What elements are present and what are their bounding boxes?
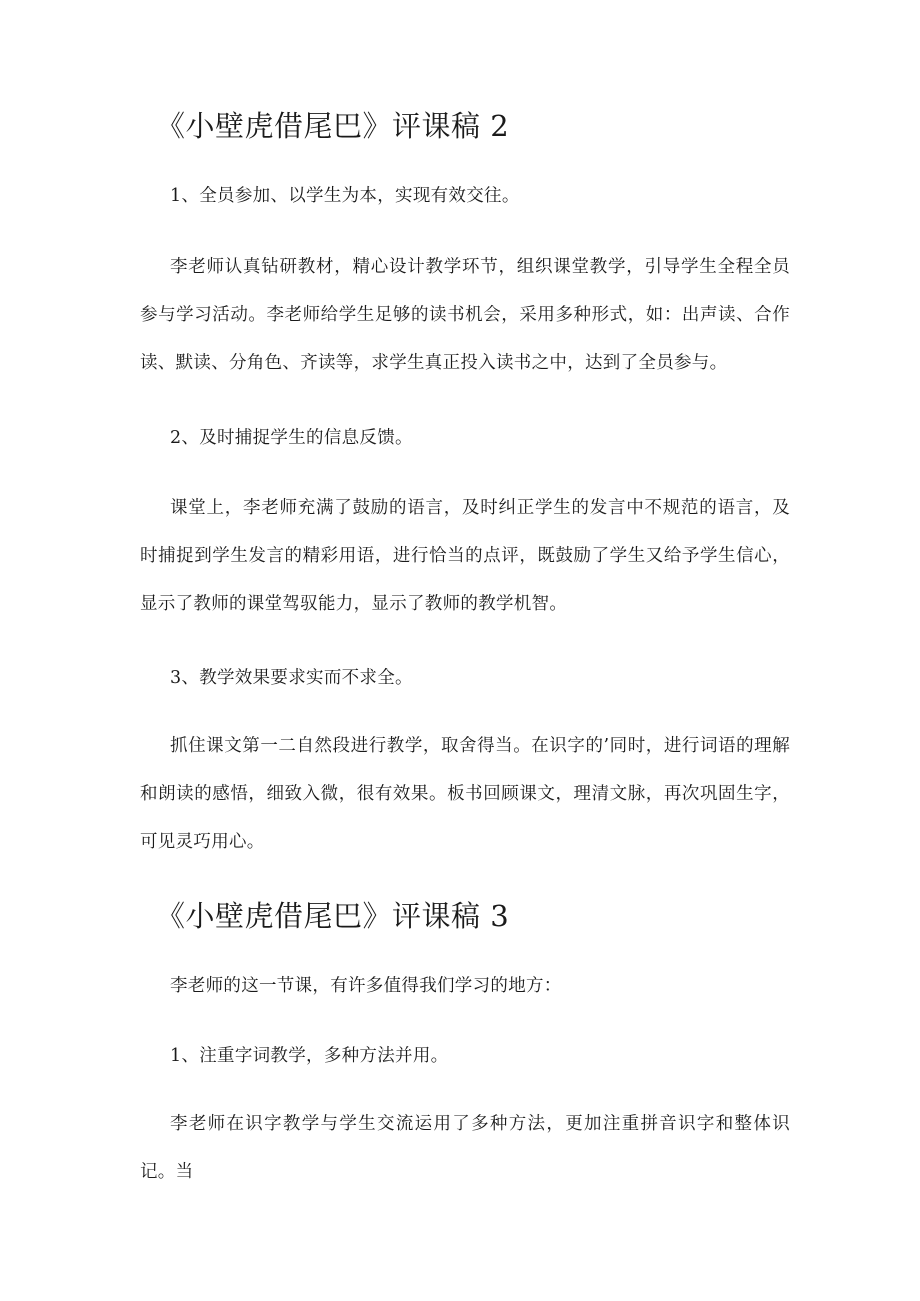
paragraph-heading-3: 3、教学效果要求实而不求全。 <box>170 668 413 688</box>
section-title-2: 《小壁虎借尾巴》评课稿 2 <box>156 109 510 143</box>
paragraph-body: 李老师在识字教学与学生交流运用了多种方法，更加注重拼音识字和整体识记。当 <box>140 1114 790 1182</box>
paragraph-intro: 李老师的这一节课，有许多值得我们学习的地方： <box>170 976 562 996</box>
paragraph-heading-1: 1、注重字词教学，多种方法并用。 <box>170 1046 449 1066</box>
paragraph-body: 课堂上，李老师充满了鼓励的语言，及时纠正学生的发言中不规范的语言，及时捕捉到学生发言的精彩用语，进行恰当的点评，既鼓励了学生又给予学生信心，显示了教师的课堂驾驭能力，显示了教师的教学机智。 <box>140 498 790 614</box>
paragraph-body: 抓住课文第一二自然段进行教学，取舍得当。在识字的’同时，进行词语的理解和朗读的感悟，细致入微，很有效果。板书回顾课文，理清文脉，再次巩固生字，可见灵巧用心。 <box>140 736 790 852</box>
paragraph-heading-2: 2、及时捕捉学生的信息反馈。 <box>170 428 413 448</box>
section-title-3: 《小壁虎借尾巴》评课稿 3 <box>156 899 510 933</box>
paragraph-body: 李老师认真钻研教材，精心设计教学环节，组织课堂教学，引导学生全程全员参与学习活动。李老师给学生足够的读书机会，采用多种形式，如：出声读、合作读、默读、分角色、齐读等，求学生真正投入读书之中，达到了全员参与。 <box>140 257 790 373</box>
paragraph-heading-1: 1、全员参加、以学生为本，实现有效交往。 <box>170 186 520 206</box>
